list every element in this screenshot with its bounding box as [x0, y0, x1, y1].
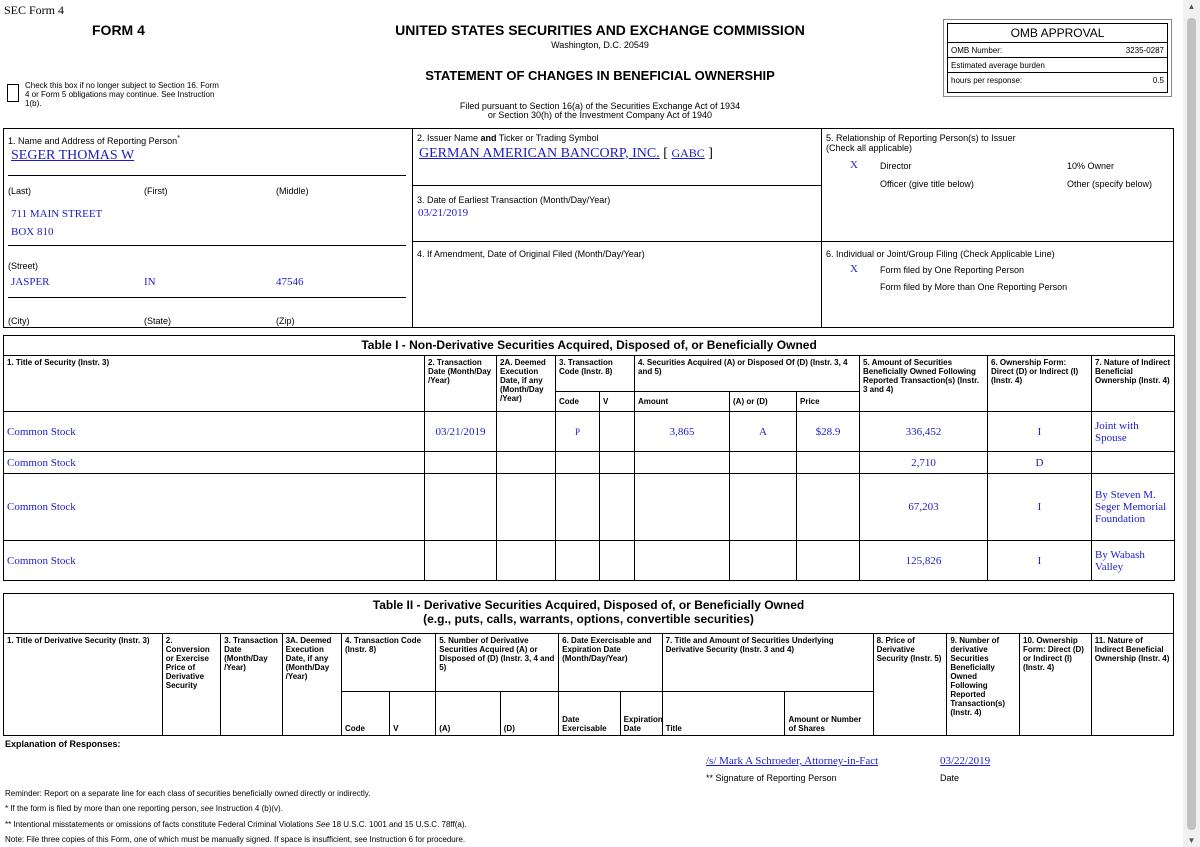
city-label: (City) — [8, 316, 30, 326]
note-3: Note: File three copies of this Form, one of which must be manually signed. If space is insufficient, see Instruction 6 for procedure. — [5, 835, 466, 844]
t2-h-date-ex-sub: Date Exercisable — [559, 692, 620, 736]
t2-h-conversion: 2. Conversion or Exercise Price of Derivative Security — [162, 634, 220, 736]
t2-h-d-sub: (D) — [500, 692, 558, 736]
table-row — [4, 541, 1175, 581]
t1-r1-title: Common Stock — [4, 452, 425, 474]
form-label: FORM 4 — [92, 22, 145, 38]
state-label: (State) — [144, 316, 172, 326]
table-row — [4, 452, 1175, 474]
t1-r1-date — [425, 452, 497, 474]
t2-h-exp-sub: Expiration Date — [620, 692, 662, 736]
table-row — [4, 412, 1175, 452]
t1-r1-amount — [635, 452, 730, 474]
t1-r0-aord: A — [730, 412, 797, 452]
signature-date: 03/22/2019 — [940, 755, 991, 767]
director-mark: X — [850, 159, 858, 171]
state-value: IN — [144, 276, 156, 288]
t2-h-code-sub: Code — [342, 692, 390, 736]
table-row — [4, 474, 1175, 541]
city-value: JASPER — [11, 276, 50, 288]
sec-form-label: SEC Form 4 — [4, 3, 65, 17]
t1-r1-nature — [1092, 452, 1175, 474]
t1-r0-nature: Joint with Spouse — [1092, 412, 1175, 452]
t1-r0-amount: 3,865 — [635, 412, 730, 452]
issuer-ticker-link[interactable]: GABC — [671, 146, 705, 160]
scroll-up-icon[interactable]: ▲ — [1187, 2, 1196, 11]
t1-r2-aord — [730, 474, 797, 541]
agency-location: Washington, D.C. 20549 — [551, 40, 649, 50]
date-label: Date — [940, 773, 960, 783]
other-label: Other (specify below) — [1067, 179, 1153, 189]
t2-h-nature: 11. Nature of Indirect Beneficial Ownership (Instr. 4) — [1091, 634, 1173, 736]
t1-h-amount-sub: Amount — [635, 392, 730, 412]
omb-number-value: 3235-0287 — [1125, 46, 1164, 55]
reminder-text: Reminder: Report on a separate line for each class of securities beneficially owned directly or indirectly. — [5, 789, 371, 798]
omb-hours-value: 0.5 — [1152, 76, 1164, 85]
t1-r2-title: Common Stock — [4, 474, 425, 541]
t1-r3-deemed — [497, 541, 556, 581]
t1-r3-title: Common Stock — [4, 541, 425, 581]
t1-r2-date — [425, 474, 497, 541]
t1-r1-v — [600, 452, 635, 474]
t2-h-owned: 9. Number of derivative Securities Beneficially Owned Following Reported Transaction(s) (Instr. 4) — [947, 634, 1020, 736]
t1-r1-deemed — [497, 452, 556, 474]
t2-h-code: 4. Transaction Code (Instr. 8) — [342, 634, 436, 692]
relationship-sub: (Check all applicable) — [826, 143, 913, 153]
t1-h-aord-sub: (A) or (D) — [730, 392, 797, 412]
t2-h-underlying: 7. Title and Amount of Securities Underlying Derivative Security (Instr. 3 and 4) — [662, 634, 873, 692]
zip-value: 47546 — [276, 276, 304, 288]
t2-h-a-sub: (A) — [436, 692, 501, 736]
t1-r0-deemed — [497, 412, 556, 452]
t1-h-price-sub: Price — [797, 392, 860, 412]
t1-r3-price — [797, 541, 860, 581]
omb-burden-label: Estimated average burden — [951, 61, 1045, 70]
t1-r1-aord — [730, 452, 797, 474]
reporting-person-label: 1. Name and Address of Reporting Person* — [8, 133, 181, 146]
relationship-box — [822, 129, 1173, 327]
t1-r0-title: Common Stock — [4, 412, 425, 452]
omb-hours-label: hours per response: — [951, 76, 1023, 85]
t1-r3-aord — [730, 541, 797, 581]
filing-label: 6. Individual or Joint/Group Filing (Check Applicable Line) — [826, 249, 1055, 259]
zip-label: (Zip) — [276, 316, 295, 326]
issuer-name-link[interactable]: GERMAN AMERICAN BANCORP, INC. — [419, 146, 660, 161]
t1-r1-form: D — [988, 452, 1092, 474]
t1-r0-price: $28.9 — [797, 412, 860, 452]
middle-label: (Middle) — [276, 186, 309, 196]
no-longer-subject-checkbox[interactable] — [7, 84, 19, 102]
t1-r3-form: I — [988, 541, 1092, 581]
street-label: (Street) — [8, 261, 39, 271]
t1-r0-date: 03/21/2019 — [425, 412, 497, 452]
t2-h-form: 10. Ownership Form: Direct (D) or Indirect (I) (Instr. 4) — [1020, 634, 1092, 736]
t2-h-v-sub: V — [390, 692, 436, 736]
t1-h-date: 2. Transaction Date (Month/Day /Year) — [425, 356, 497, 412]
table-1 — [3, 335, 1175, 581]
t2-h-title: 1. Title of Derivative Security (Instr. 3) — [4, 634, 163, 736]
t1-r1-owned: 2,710 — [860, 452, 988, 474]
t1-r0-owned: 336,452 — [860, 412, 988, 452]
t1-r3-owned: 125,826 — [860, 541, 988, 581]
t1-r2-v — [600, 474, 635, 541]
t2-h-title-sub: Title — [662, 692, 785, 736]
scrollbar-thumb[interactable] — [1187, 18, 1196, 830]
amendment-label: 4. If Amendment, Date of Original Filed (Month/Day/Year) — [417, 249, 645, 259]
t2-h-amount-sub: Amount or Number of Shares — [785, 692, 873, 736]
omb-title: OMB APPROVAL — [948, 24, 1167, 43]
t1-r3-v — [600, 541, 635, 581]
one-person-label: Form filed by One Reporting Person — [880, 265, 1025, 275]
ten-pct-owner-label: 10% Owner — [1067, 161, 1115, 171]
filed-line-1: Filed pursuant to Section 16(a) of the Securities Exchange Act of 1934 — [459, 101, 741, 111]
t1-r2-amount — [635, 474, 730, 541]
issuer-name-row: GERMAN AMERICAN BANCORP, INC. [ GABC ] — [419, 146, 713, 161]
signature-label: ** Signature of Reporting Person — [706, 773, 837, 783]
t1-r1-code — [556, 452, 600, 474]
earliest-transaction-date: 03/21/2019 — [418, 207, 469, 219]
t1-h-code: 3. Transaction Code (Instr. 8) — [556, 356, 635, 392]
checkbox-text: Check this box if no longer subject to Section 16. Form 4 or Form 5 obligations may continue. See Instruction 1(b). — [25, 81, 219, 108]
t2-h-price: 8. Price of Derivative Security (Instr. 5) — [873, 634, 947, 736]
t1-h-v-sub: V — [600, 392, 635, 412]
t1-r0-v — [600, 412, 635, 452]
t1-h-title: 1. Title of Security (Instr. 3) — [4, 356, 425, 412]
t2-h-number: 5. Number of Derivative Securities Acquired (A) or Disposed of (D) (Instr. 3, 4 and 5) — [436, 634, 559, 692]
note-2: ** Intentional misstatements or omissions of facts constitute Federal Criminal Violations See 18 U.S.C. 1001 and 15 U.S.C. 78ff(a). — [5, 820, 467, 829]
signature-link[interactable]: /s/ Mark A Schroeder, Attorney-in-Fact — [706, 755, 879, 767]
t1-h-deemed: 2A. Deemed Execution Date, if any (Month/Day /Year) — [497, 356, 556, 412]
t1-r2-nature: By Steven M. Seger Memorial Foundation — [1092, 474, 1175, 541]
relationship-label: 5. Relationship of Reporting Person(s) to Issuer — [826, 133, 1016, 143]
issuer-label: 2. Issuer Name and Ticker or Trading Symbol — [417, 133, 599, 143]
agency-title: UNITED STATES SECURITIES AND EXCHANGE COMMISSION — [395, 22, 805, 38]
t1-r2-owned: 67,203 — [860, 474, 988, 541]
statement-title: STATEMENT OF CHANGES IN BENEFICIAL OWNERSHIP — [425, 68, 775, 83]
t1-r2-deemed — [497, 474, 556, 541]
t1-r2-code — [556, 474, 600, 541]
t1-r0-code: P — [556, 412, 600, 452]
vertical-scrollbar[interactable] — [1183, 0, 1200, 847]
one-person-mark: X — [850, 263, 858, 275]
t1-r3-code — [556, 541, 600, 581]
note-1: * If the form is filed by more than one reporting person, see Instruction 4 (b)(v). — [5, 804, 283, 813]
table-2 — [3, 593, 1174, 736]
director-label: Director — [880, 161, 912, 171]
reporting-info-section — [3, 128, 1174, 328]
t2-h-exercisable: 6. Date Exercisable and Expiration Date (Month/Day/Year) — [559, 634, 662, 692]
address-line-1: 711 MAIN STREET — [11, 208, 103, 220]
explanation-label: Explanation of Responses: — [5, 739, 121, 749]
more-person-label: Form filed by More than One Reporting Person — [880, 282, 1068, 292]
t1-r3-nature: By Wabash Valley — [1092, 541, 1175, 581]
t1-h-nature: 7. Nature of Indirect Beneficial Ownership (Instr. 4) — [1092, 356, 1175, 412]
issuer-box — [413, 129, 822, 327]
t1-h-owned: 5. Amount of Securities Beneficially Owned Following Reported Transaction(s) (Instr. 3 and 4) — [860, 356, 988, 412]
omb-approval-box — [943, 19, 1172, 97]
omb-number-label: OMB Number: — [951, 46, 1003, 55]
filed-line-2: or Section 30(h) of the Investment Company Act of 1940 — [487, 110, 713, 120]
t2-h-date: 3. Transaction Date (Month/Day /Year) — [221, 634, 282, 736]
t2-h-deemed: 3A. Deemed Execution Date, if any (Month/Day /Year) — [282, 634, 341, 736]
t1-r2-price — [797, 474, 860, 541]
t1-h-form: 6. Ownership Form: Direct (D) or Indirect (I) (Instr. 4) — [988, 356, 1092, 412]
last-label: (Last) — [8, 186, 32, 196]
t1-r0-form: I — [988, 412, 1092, 452]
t1-h-code-sub: Code — [556, 392, 600, 412]
t1-r3-amount — [635, 541, 730, 581]
officer-label: Officer (give title below) — [880, 179, 974, 189]
t1-r1-price — [797, 452, 860, 474]
scroll-down-icon[interactable]: ▼ — [1187, 836, 1196, 845]
table-2-title: Table II - Derivative Securities Acquired, Disposed of, or Beneficially Owned (e.g., puts, calls, warrants, options, convertible securities) — [4, 594, 1174, 634]
t1-h-acquired: 4. Securities Acquired (A) or Disposed Of (D) (Instr. 3, 4 and 5) — [635, 356, 860, 392]
earliest-transaction-label: 3. Date of Earliest Transaction (Month/Day/Year) — [417, 195, 611, 205]
first-label: (First) — [144, 186, 168, 196]
table-1-title: Table I - Non-Derivative Securities Acquired, Disposed of, or Beneficially Owned — [4, 336, 1175, 356]
reporting-person-name-link[interactable]: SEGER THOMAS W — [11, 148, 135, 163]
reporting-person-box — [4, 129, 413, 327]
t1-r2-form: I — [988, 474, 1092, 541]
t1-r3-date — [425, 541, 497, 581]
address-line-2: BOX 810 — [11, 226, 54, 238]
